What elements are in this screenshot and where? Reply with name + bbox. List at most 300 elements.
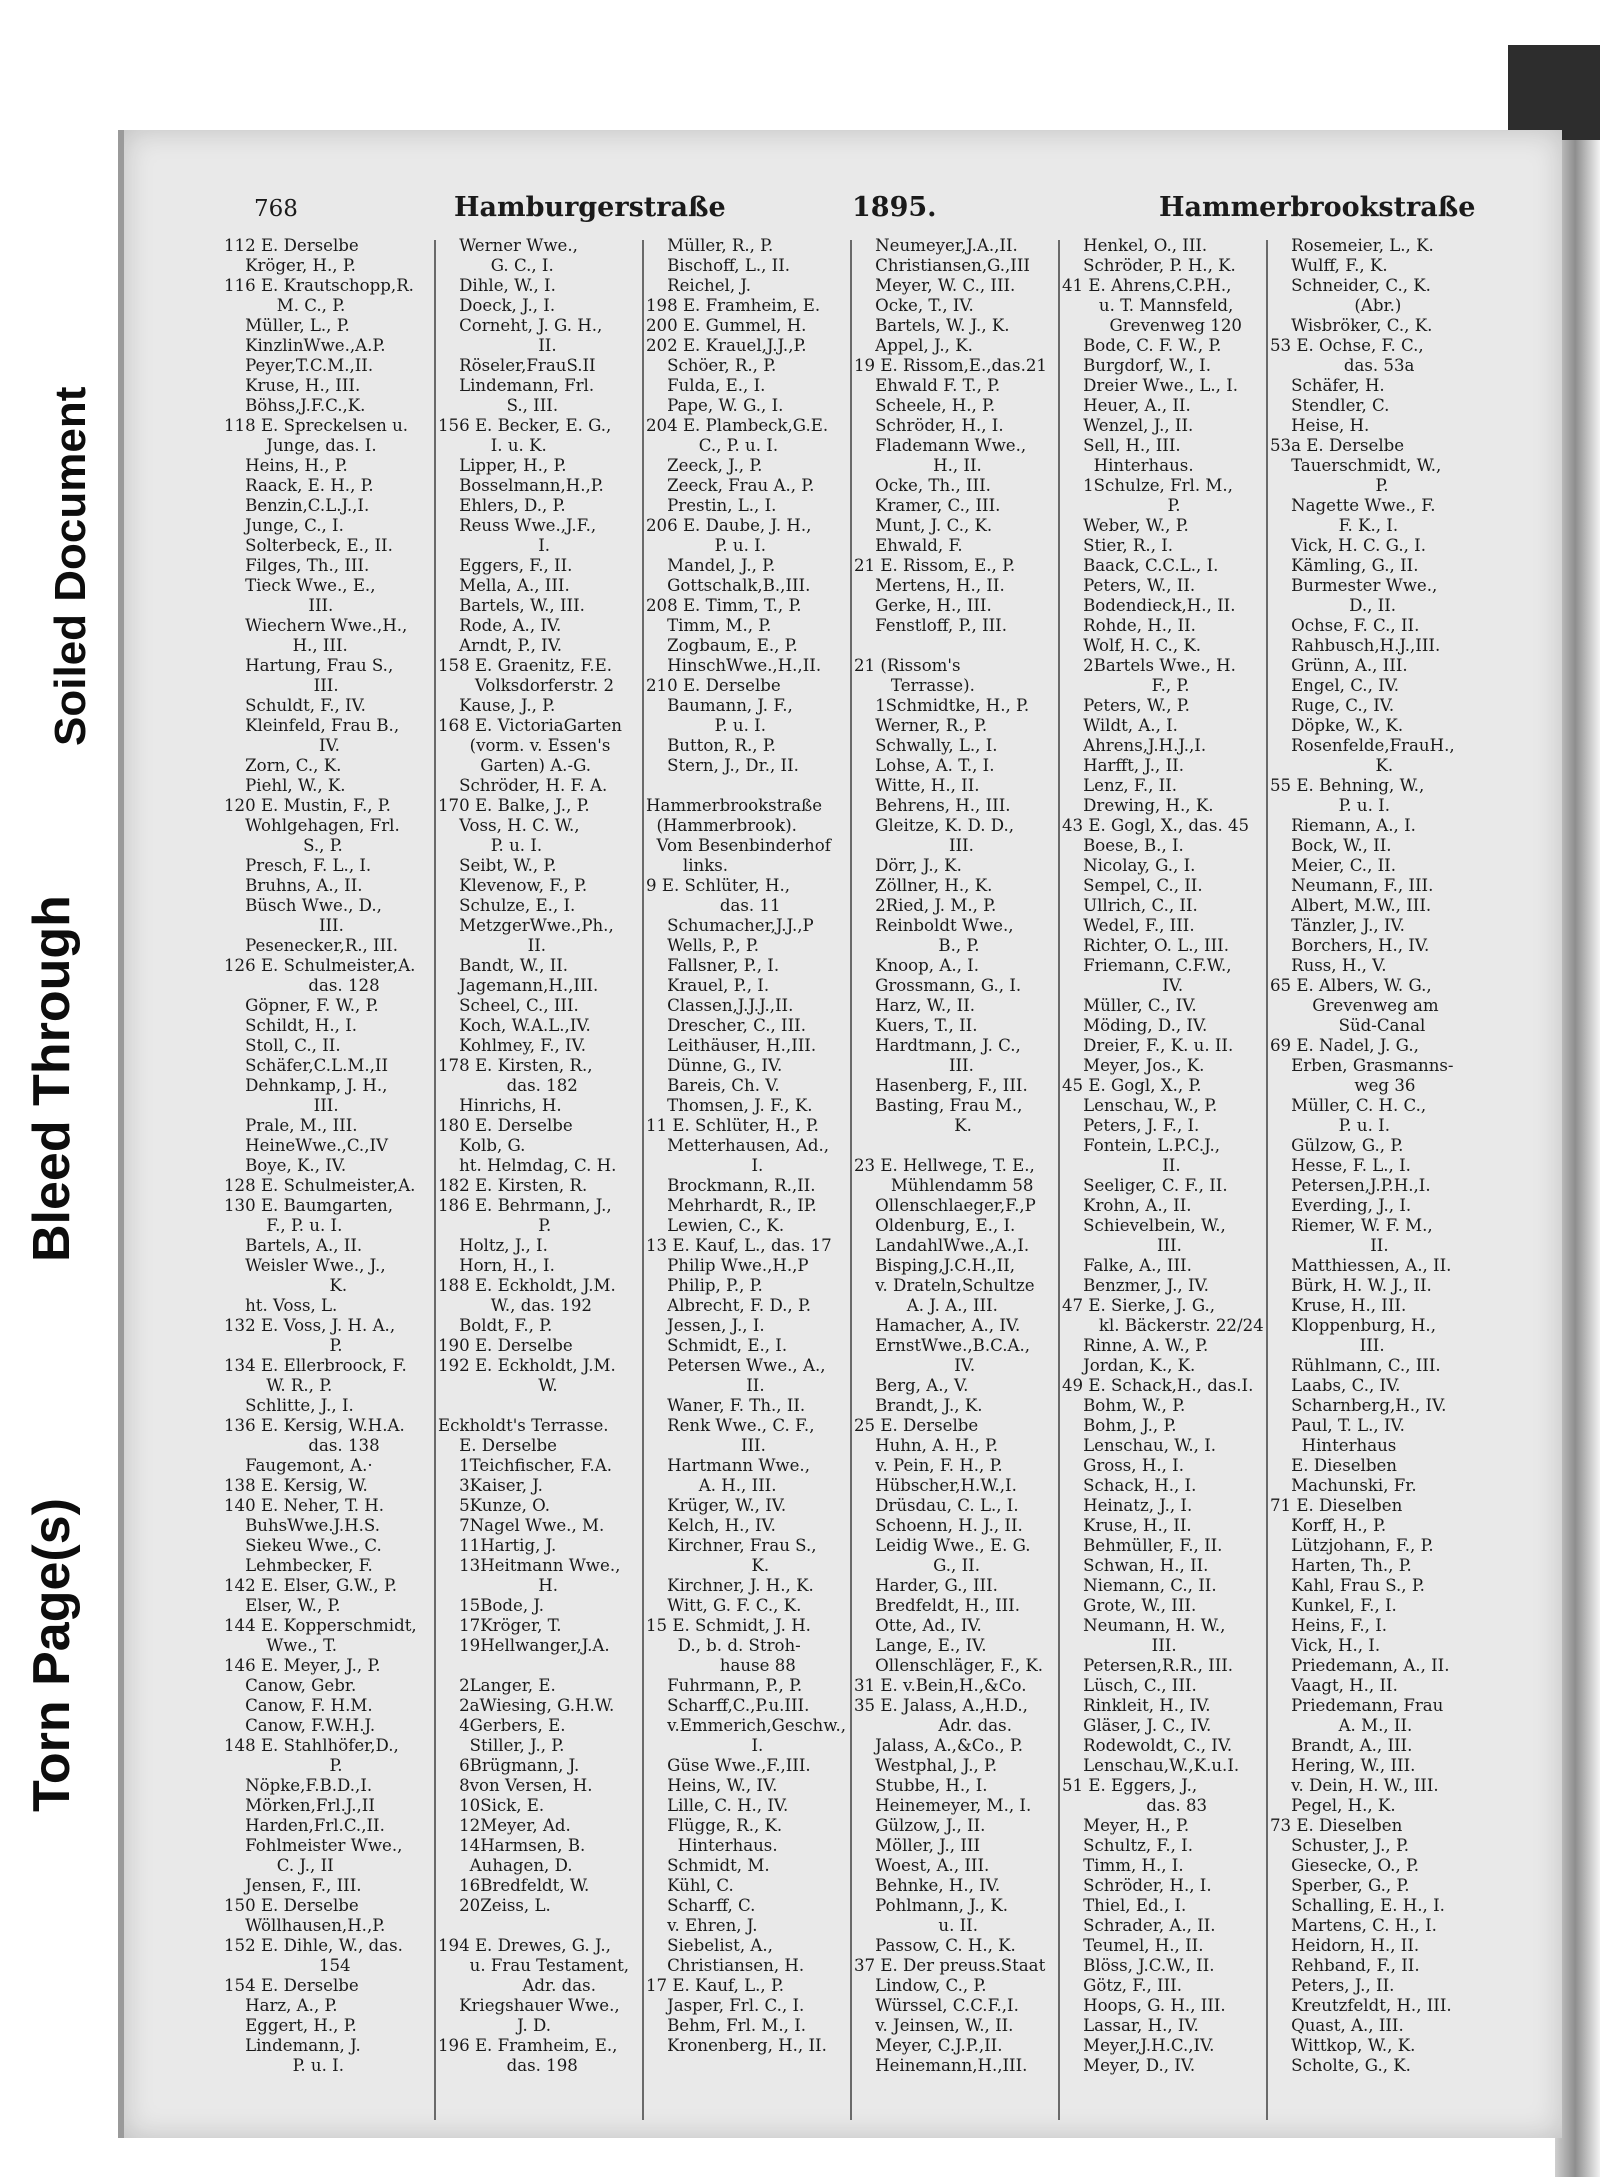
directory-entry-line: Behm, Frl. M., I. — [646, 2016, 807, 2035]
directory-entry-line: P. — [1062, 496, 1181, 515]
directory-entry-line: Rinne, A. W., P. — [1062, 1336, 1209, 1355]
directory-entry-line: Grünn, A., III. — [1270, 656, 1408, 675]
directory-entry-line: BuhsWwe.J.H.S. — [224, 1516, 380, 1535]
directory-entry-line: Petersen,J.P.H.,I. — [1270, 1176, 1431, 1195]
directory-entry-line: Jasper, Frl. C., I. — [646, 1996, 805, 2015]
directory-entry-line: 31 E. v.Bein,H.,&Co. — [854, 1676, 1027, 1695]
directory-entry-line: Borchers, H., IV. — [1270, 936, 1430, 955]
directory-entry-line: Bischoff, L., II. — [646, 256, 791, 275]
directory-entry-line: das. 182 — [438, 1076, 578, 1095]
directory-entry-line: Schwan, H., II. — [1062, 1556, 1209, 1575]
directory-entry-line: das. 11 — [646, 896, 781, 915]
directory-entry-line: Schrader, A., II. — [1062, 1916, 1216, 1935]
directory-entry-line: II. — [1270, 1236, 1389, 1255]
directory-entry-line: Munt, J. C., K. — [854, 516, 993, 535]
directory-entry-line: Timm, H., I. — [1062, 1856, 1184, 1875]
directory-entry-line: LandahlWwe.,A.,I. — [854, 1236, 1030, 1255]
directory-entry-line: Schumacher,J.J.,P — [646, 916, 814, 935]
directory-entry-line: das. 138 — [224, 1436, 380, 1455]
directory-entry-line: Bosselmann,H.,P. — [438, 476, 604, 495]
directory-entry-line: Meyer, H., P. — [1062, 1816, 1190, 1835]
directory-entry-line: 130 E. Baumgarten, — [224, 1196, 394, 1215]
directory-entry-line: Nöpke,F.B.D.,I. — [224, 1776, 373, 1795]
directory-entry-line: Grossmann, G., I. — [854, 976, 1022, 995]
directory-entry-line: Fuhrmann, P., P. — [646, 1676, 803, 1695]
directory-entry-line: Boldt, F., P. — [438, 1316, 553, 1335]
directory-entry-line: 20Zeiss, L. — [438, 1896, 551, 1915]
directory-entry-line: P. — [438, 1216, 552, 1235]
directory-entry-line: Harder, G., III. — [854, 1576, 998, 1595]
directory-entry-line: Westphal, J., P. — [854, 1756, 998, 1775]
directory-entry-line: III. — [1270, 1336, 1385, 1355]
directory-entry-line: Scharnberg,H., IV. — [1270, 1396, 1447, 1415]
directory-entry-line: (Hammerbrook). — [646, 816, 797, 835]
directory-entry-line: Lange, E., IV. — [854, 1636, 987, 1655]
directory-entry-line: Heins, W., IV. — [646, 1776, 778, 1795]
directory-entry-line: 35 E. Jalass, A.,H.D., — [854, 1696, 1028, 1715]
directory-entry-line: F., P. — [1062, 676, 1190, 695]
column-3 — [646, 236, 853, 2116]
directory-entry-line: Gottschalk,B.,III. — [646, 576, 811, 595]
directory-entry-line: Dihle, W., I. — [438, 276, 556, 295]
directory-entry-line: ht. Voss, L. — [224, 1296, 338, 1315]
directory-entry-line: Bruhns, A., II. — [224, 876, 363, 895]
directory-entry-line: E. Derselbe — [438, 1436, 557, 1455]
directory-entry-line: G., II. — [854, 1556, 980, 1575]
directory-entry-line: Kämling, G., II. — [1270, 556, 1419, 575]
directory-entry-line: das. 83 — [1062, 1796, 1208, 1815]
directory-entry-line: Jalass, A.,&Co., P. — [854, 1736, 1024, 1755]
directory-entry-line: Peters, W., II. — [1062, 576, 1196, 595]
directory-entry-line: 134 E. Ellerbroock, F. — [224, 1356, 407, 1375]
directory-entry-line: Priedemann, Frau — [1270, 1696, 1444, 1715]
directory-entry-line: Corneht, J. G. H., — [438, 316, 603, 335]
directory-entry-line: Mandel, J., P. — [646, 556, 776, 575]
directory-entry-line: Korff, H., P. — [1270, 1516, 1387, 1535]
directory-entry-line: Schuster, J., P. — [1270, 1836, 1410, 1855]
directory-entry-line: 37 E. Der preuss.Staat — [854, 1956, 1046, 1975]
directory-entry-line: Volksdorferstr. 2 — [438, 676, 615, 695]
directory-entry-line: Ollenschläger, F., K. — [854, 1656, 1044, 1675]
directory-entry-line: Schröder, H., I. — [1062, 1876, 1212, 1895]
directory-entry-line: 4Gerbers, E. — [438, 1716, 566, 1735]
directory-entry-line: 190 E. Derselbe — [438, 1336, 573, 1355]
directory-entry-line: Meyer, D., IV. — [1062, 2056, 1196, 2075]
directory-entry-line: Brockmann, R.,II. — [646, 1176, 816, 1195]
directory-entry-line: Stoll, C., II. — [224, 1036, 341, 1055]
directory-entry-line: Götz, F., III. — [1062, 1976, 1182, 1995]
directory-entry-line: Harden,Frl.C.,II. — [224, 1816, 385, 1835]
directory-entry-line: Schäfer,C.L.M.,II — [224, 1056, 389, 1075]
page-number: 768 — [254, 196, 298, 222]
directory-entry-line: 202 E. Krauel,J.J.,P. — [646, 336, 807, 355]
directory-entry-line: Hamacher, A., IV. — [854, 1316, 1021, 1335]
directory-entry-line: Vick, H., I. — [1270, 1636, 1381, 1655]
directory-entry-line: 120 E. Mustin, F., P. — [224, 796, 391, 815]
directory-entry-line: Weisler Wwe., J., — [224, 1256, 386, 1275]
directory-entry-line: Böhss,J.F.C.,K. — [224, 396, 366, 415]
directory-entry-line: C. J., II — [224, 1856, 334, 1875]
directory-entry-line: P. u. I. — [1270, 796, 1390, 815]
directory-entry-line: Kreutzfeldt, H., III. — [1270, 1996, 1452, 2015]
directory-entry-line: Garten) A.-G. — [438, 756, 592, 775]
directory-entry-line: Nicolay, G., I. — [1062, 856, 1196, 875]
directory-entry-line: 116 E. Krautschopp,R. — [224, 276, 414, 295]
directory-entry-line: P. u. I. — [646, 716, 766, 735]
directory-entry-line: Wenzel, J., II. — [1062, 416, 1194, 435]
directory-entry-line: Seibt, W., P. — [438, 856, 557, 875]
directory-entry-line: 196 E. Framheim, E., — [438, 2036, 618, 2055]
column-rule — [434, 240, 436, 2120]
directory-entry-line: Kloppenburg, H., — [1270, 1316, 1436, 1335]
directory-entry-line: Neumann, F., III. — [1270, 876, 1434, 895]
directory-entry-line: III. — [224, 596, 334, 615]
directory-entry-line: IV. — [854, 1356, 976, 1375]
directory-entry-line: Schildt, H., I. — [224, 1016, 358, 1035]
directory-entry-line: Kolb, G. — [438, 1136, 526, 1155]
directory-entry-line: Huhn, A. H., P. — [854, 1436, 999, 1455]
directory-entry-line: Ehwald F. T., P. — [854, 376, 1001, 395]
directory-entry-line: P. u. I. — [438, 836, 543, 855]
directory-entry-line: Heinemeyer, M., I. — [854, 1796, 1032, 1815]
directory-entry-line: 118 E. Spreckelsen u. — [224, 416, 409, 435]
directory-entry-line: Martens, C. H., I. — [1270, 1916, 1437, 1935]
directory-entry-line: Bürk, H. W. J., II. — [1270, 1276, 1432, 1295]
directory-entry-line: (Abr.) — [1270, 296, 1402, 315]
directory-entry-line: Gülzow, G., P. — [1270, 1136, 1404, 1155]
directory-entry-line: Bartels, A., II. — [224, 1236, 363, 1255]
directory-entry-line: Kühl, C. — [646, 1876, 734, 1895]
directory-entry-line: Flademann Wwe., — [854, 436, 1027, 455]
directory-entry-line: A. H., III. — [646, 1476, 777, 1495]
column-rule — [1058, 240, 1060, 2120]
directory-entry-line: Neumann, H. W., — [1062, 1616, 1226, 1635]
directory-entry-line: Stendler, C. — [1270, 396, 1390, 415]
directory-entry-line: v.Emmerich,Geschw., — [646, 1716, 847, 1735]
directory-entry-line: S., P. — [224, 836, 343, 855]
directory-entry-line: 73 E. Dieselben — [1270, 1816, 1403, 1835]
directory-entry-line: Petersen Wwe., A., — [646, 1356, 826, 1375]
directory-entry-line: Schulze, E., I. — [438, 896, 576, 915]
directory-entry-line: 144 E. Kopperschmidt, — [224, 1616, 417, 1635]
directory-entry-line: Reinboldt Wwe., — [854, 916, 1014, 935]
directory-entry-line: 11 E. Schlüter, H., P. — [646, 1116, 819, 1135]
directory-entry-line: I. — [646, 1156, 764, 1175]
directory-entry-line: II. — [1062, 1156, 1181, 1175]
directory-entry-line: Rode, A., IV. — [438, 616, 562, 635]
directory-entry-line: Heins, H., P. — [224, 456, 348, 475]
directory-entry-line: Petersen,R.R., III. — [1062, 1656, 1234, 1675]
directory-entry-line: Bredfeldt, H., III. — [854, 1596, 1021, 1615]
directory-entry-line: Stern, J., Dr., II. — [646, 756, 799, 775]
directory-entry-line: Gerke, H., III. — [854, 596, 992, 615]
directory-entry-line: Gülzow, J., II. — [854, 1816, 986, 1835]
directory-entry-line: ErnstWwe.,B.C.A., — [854, 1336, 1031, 1355]
directory-entry-line: Kunkel, F., I. — [1270, 1596, 1397, 1615]
directory-entry-line: (vorm. v. Essen's — [438, 736, 611, 755]
directory-entry-line: Fallsner, P., I. — [646, 956, 780, 975]
directory-entry-line: 194 E. Drewes, G. J., — [438, 1936, 611, 1955]
directory-entry-line: Leithäuser, H.,III. — [646, 1036, 817, 1055]
directory-entry-line: Mörken,Frl.J.,II — [224, 1796, 375, 1815]
directory-entry-line: Pohlmann, J., K. — [854, 1896, 1008, 1915]
directory-entry-line: Scharff, C. — [646, 1896, 756, 1915]
directory-entry-line: Giesecke, O., P. — [1270, 1856, 1420, 1875]
directory-entry-line: Kriegshauer Wwe., — [438, 1996, 620, 2015]
directory-entry-line: Gross, H., I. — [1062, 1456, 1184, 1475]
directory-entry-line: Vom Besenbinderhof — [646, 836, 831, 855]
directory-entry-line: Schmidt, E., I. — [646, 1336, 788, 1355]
directory-entry-line: Neumeyer,J.A.,II. — [854, 236, 1018, 255]
directory-entry-line: Bisping,J.C.H.,II, — [854, 1256, 1016, 1275]
directory-entry-line — [646, 776, 853, 796]
directory-entry-line: P. — [1270, 476, 1389, 495]
directory-entry-line: Jordan, K., K. — [1062, 1356, 1196, 1375]
directory-entry-line: Harfft, J., II. — [1062, 756, 1184, 775]
directory-entry-line: u. T. Mannsfeld, — [1062, 296, 1234, 315]
directory-entry-line: 14Harmsen, B. — [438, 1836, 586, 1855]
directory-entry-line: Kahl, Frau S., P. — [1270, 1576, 1425, 1595]
directory-entry-line: Reuss Wwe.,J.F., — [438, 516, 597, 535]
directory-entry-line: Hinterhaus. — [1062, 456, 1194, 475]
directory-entry-line: Richter, O. L., III. — [1062, 936, 1229, 955]
directory-entry-line: Schultz, F., I. — [1062, 1836, 1193, 1855]
directory-entry-line: HinschWwe.,H.,II. — [646, 656, 822, 675]
directory-entry-line: Wulff, F., K. — [1270, 256, 1388, 275]
directory-entry-line — [854, 636, 1061, 656]
directory-entry-line: 6Brügmann, J. — [438, 1756, 580, 1775]
directory-entry-line: M. C., P. — [224, 296, 346, 315]
directory-entry-line: Schmidt, M. — [646, 1856, 770, 1875]
column-rule — [850, 240, 852, 2120]
directory-entry-line: Metterhausen, Ad., — [646, 1136, 829, 1155]
directory-entry-line: Wedel, F., III. — [1062, 916, 1195, 935]
directory-entry-line: III. — [224, 676, 339, 695]
directory-entry-line: Zöllner, H., K. — [854, 876, 993, 895]
directory-entry-line: Peters, W., P. — [1062, 696, 1190, 715]
directory-entry-line: 23 E. Hellwege, T. E., — [854, 1156, 1035, 1175]
directory-entry-line: Wells, P., P. — [646, 936, 760, 955]
directory-entry-line: Meyer, Jos., K. — [1062, 1056, 1205, 1075]
directory-entry-line: v. Ehren, J. — [646, 1916, 758, 1935]
directory-entry-line: Meier, C., II. — [1270, 856, 1397, 875]
directory-entry-line: 45 E. Gogl, X., P. — [1062, 1076, 1202, 1095]
directory-entry-line: Christiansen,G.,III — [854, 256, 1030, 275]
directory-entry-line: Ullrich, C., II. — [1062, 896, 1198, 915]
directory-entry-line: Appel, J., K. — [854, 336, 973, 355]
directory-entry-line: Weber, W., P. — [1062, 516, 1189, 535]
directory-entry-line: Bandt, W., II. — [438, 956, 569, 975]
directory-entry-line: K. — [1270, 756, 1394, 775]
directory-entry-line: Schack, H., I. — [1062, 1476, 1197, 1495]
directory-entry-line: II. — [438, 936, 547, 955]
directory-entry-line: Würssel, C.C.F.,I. — [854, 1996, 1019, 2015]
directory-entry-line: 150 E. Derselbe — [224, 1896, 359, 1915]
directory-entry-line: Lohse, A. T., I. — [854, 756, 995, 775]
directory-entry-line: Nagette Wwe., F. — [1270, 496, 1436, 515]
directory-entry-line: Rinkleit, H., IV. — [1062, 1696, 1211, 1715]
directory-entry-line: 5Kunze, O. — [438, 1496, 551, 1515]
directory-entry-line: 192 E. Eckholdt, J.M. — [438, 1356, 616, 1375]
directory-entry-line: Knoop, A., I. — [854, 956, 979, 975]
directory-entry-line: 15Bode, J. — [438, 1596, 545, 1615]
directory-entry-line: Renk Wwe., C. F., — [646, 1416, 815, 1435]
directory-entry-line: weg 36 — [1270, 1076, 1416, 1095]
directory-entry-line: Paul, T. L., IV. — [1270, 1416, 1405, 1435]
directory-entry-line: Classen,J.J.J.,II. — [646, 996, 794, 1015]
directory-entry-line: Hübscher,H.W.,I. — [854, 1476, 1017, 1495]
directory-entry-line: Lützjohann, F., P. — [1270, 1536, 1434, 1555]
directory-entry-line: 158 E. Graenitz, F.E. — [438, 656, 613, 675]
directory-entry-line: u. II. — [854, 1916, 979, 1935]
directory-entry-line: Matthiessen, A., II. — [1270, 1256, 1452, 1275]
directory-entry-line — [438, 1656, 645, 1676]
year: 1895. — [852, 192, 937, 223]
directory-entry-line: Otte, Ad., IV. — [854, 1616, 982, 1635]
directory-entry-line: Erben, Grasmanns- — [1270, 1056, 1454, 1075]
directory-entry-line: IV. — [224, 736, 340, 755]
directory-entry-line: Heinemann,H.,III. — [854, 2056, 1028, 2075]
directory-entry-line: Basting, Frau M., — [854, 1096, 1023, 1115]
directory-entry-line: 41 E. Ahrens,C.P.H., — [1062, 276, 1232, 295]
directory-entry-line: Christiansen, H. — [646, 1956, 805, 1975]
directory-entry-line: Heise, H. — [1270, 416, 1370, 435]
directory-entry-line: 21 (Rissom's — [854, 656, 961, 675]
directory-entry-line: W. — [438, 1376, 558, 1395]
directory-entry-line: 168 E. VictoriaGarten — [438, 716, 622, 735]
directory-entry-line: Bartels, W., III. — [438, 596, 585, 615]
directory-entry-line: H. — [438, 1576, 558, 1595]
directory-entry-line: 128 E. Schulmeister,A. — [224, 1176, 416, 1195]
directory-entry-line: Raack, E. H., P. — [224, 476, 374, 495]
directory-entry-line: Philip Wwe.,H.,P — [646, 1256, 809, 1275]
directory-entry-line: Lindemann, J. — [224, 2036, 361, 2055]
directory-entry-line — [854, 1136, 1061, 1156]
directory-entry-line: Passow, C. H., K. — [854, 1936, 1016, 1955]
directory-entry-line: Rohde, H., II. — [1062, 616, 1196, 635]
directory-page — [118, 130, 1562, 2138]
directory-entry-line: 47 E. Sierke, J. G., — [1062, 1296, 1216, 1315]
directory-entry-line: Voss, H. C. W., — [438, 816, 580, 835]
directory-entry-line: 140 E. Neher, T. H. — [224, 1496, 385, 1515]
directory-entry-line: Kronenberg, H., II. — [646, 2036, 827, 2055]
directory-entry-line: Heuer, A., II. — [1062, 396, 1191, 415]
directory-entry-line: 204 E. Plambeck,G.E. — [646, 416, 829, 435]
directory-entry-line: 25 E. Derselbe — [854, 1416, 979, 1435]
directory-entry-line: Schlitte, J., I. — [224, 1396, 354, 1415]
directory-entry-line: Filges, Th., III. — [224, 556, 370, 575]
directory-entry-line: 8von Versen, H. — [438, 1776, 593, 1795]
directory-entry-line: Schröder, P. H., K. — [1062, 256, 1236, 275]
directory-entry-line: Kleinfeld, Frau B., — [224, 716, 400, 735]
directory-entry-line: 188 E. Eckholdt, J.M. — [438, 1276, 616, 1295]
directory-entry-line: 208 E. Timm, T., P. — [646, 596, 802, 615]
directory-entry-line: 178 E. Kirsten, R., — [438, 1056, 593, 1075]
directory-entry-line: Harz, A., P. — [224, 1996, 338, 2015]
directory-entry-line: 71 E. Dieselben — [1270, 1496, 1403, 1515]
directory-entry-line: Waner, F. Th., II. — [646, 1396, 806, 1415]
directory-entry-line: Benzmer, J., IV. — [1062, 1276, 1209, 1295]
directory-entry-line: Holtz, J., I. — [438, 1236, 548, 1255]
directory-entry-line: Rahbusch,H.J.,III. — [1270, 636, 1441, 655]
directory-entry-line: III. — [224, 1096, 339, 1115]
directory-entry-line: Dehnkamp, J. H., — [224, 1076, 388, 1095]
directory-entry-line: Meyer, W. C., III. — [854, 276, 1016, 295]
directory-entry-line: Schneider, C., K. — [1270, 276, 1431, 295]
directory-entry-line: Solterbeck, E., II. — [224, 536, 393, 555]
directory-entry-line: Hinterhaus. — [646, 1836, 778, 1855]
directory-entry-line: Reichel, J. — [646, 276, 752, 295]
directory-entry-line: Henkel, O., III. — [1062, 236, 1208, 255]
directory-entry-line: Philip, P., P. — [646, 1276, 763, 1295]
directory-entry-line: Kuers, T., II. — [854, 1016, 978, 1035]
directory-entry-line: Kramer, C., III. — [854, 496, 1001, 515]
directory-entry-line: Zogbaum, E., P. — [646, 636, 798, 655]
directory-entry-line: 180 E. Derselbe — [438, 1116, 573, 1135]
directory-entry-line: Grevenweg am — [1270, 996, 1439, 1015]
directory-entry-line: Canow, F.W.H.J. — [224, 1716, 376, 1735]
directory-entry-line: 142 E. Elser, G.W., P. — [224, 1576, 398, 1595]
directory-entry-line: Lehmbecker, F. — [224, 1556, 373, 1575]
directory-entry-line: Engel, C., IV. — [1270, 676, 1400, 695]
directory-entry-line: Stubbe, H., I. — [854, 1776, 988, 1795]
directory-entry-line: Krauel, P., I. — [646, 976, 770, 995]
directory-entry-line: Schievelbein, W., — [1062, 1216, 1226, 1235]
directory-entry-line: Ehlers, D., P. — [438, 496, 566, 515]
directory-entry-line: Behmüller, F., II. — [1062, 1536, 1223, 1555]
directory-entry-line: W., das. 192 — [438, 1296, 592, 1315]
directory-entry-line: Dörr, J., K. — [854, 856, 962, 875]
directory-entry-line: Eggert, H., P. — [224, 2016, 357, 2035]
directory-entry-line: 51 E. Eggers, J., — [1062, 1776, 1198, 1795]
directory-entry-line: Kelch, H., IV. — [646, 1516, 776, 1535]
directory-entry-line: Leidig Wwe., E. G. — [854, 1536, 1031, 1555]
directory-entry-line: 1Teichfischer, F.A. — [438, 1456, 613, 1475]
column-6 — [1270, 236, 1477, 2116]
directory-entry-line: Ahrens,J.H.J.,I. — [1062, 736, 1207, 755]
directory-entry-line: Hammerbrookstraße — [646, 796, 823, 815]
directory-entry-line: das. 53a — [1270, 356, 1415, 375]
directory-entry-line: Meyer, C.J.P.,II. — [854, 2036, 1003, 2055]
directory-entry-line: Everding, J., I. — [1270, 1196, 1412, 1215]
directory-entry-line: Terrasse). — [854, 676, 975, 695]
directory-entry-line: v. Jeinsen, W., II. — [854, 2016, 1014, 2035]
directory-entry-line: Hoops, G. H., III. — [1062, 1996, 1226, 2015]
directory-entry-line: III. — [1062, 1636, 1177, 1655]
directory-entry-line: G. C., I. — [438, 256, 554, 275]
directory-entry-line: Laabs, C., IV. — [1270, 1376, 1401, 1395]
directory-entry-line: Quast, A., III. — [1270, 2016, 1404, 2035]
directory-entry-line: v. Drateln,Schultze — [854, 1276, 1035, 1295]
directory-entry-line: Teumel, H., II. — [1062, 1936, 1204, 1955]
directory-entry-line: 9 E. Schlüter, H., — [646, 876, 791, 895]
directory-entry-line: Kruse, H., III. — [1270, 1296, 1407, 1315]
directory-entry-line: das. 198 — [438, 2056, 578, 2075]
directory-entry-line: Vick, H. C. G., I. — [1270, 536, 1426, 555]
directory-entry-line: Pegel, H., K. — [1270, 1796, 1396, 1815]
directory-entry-line: Brandt, A., III. — [1270, 1736, 1413, 1755]
directory-entry-line: Fohlmeister Wwe., — [224, 1836, 403, 1855]
directory-entry-line: Bock, W., II. — [1270, 836, 1392, 855]
directory-entry-line: Arndt, P., IV. — [438, 636, 563, 655]
directory-entry-line: 112 E. Derselbe — [224, 236, 359, 255]
directory-entry-line: Lüsch, C., III. — [1062, 1676, 1197, 1695]
directory-entry-line: Bodendieck,H., II. — [1062, 596, 1236, 615]
directory-entry-line: Friemann, C.F.W., — [1062, 956, 1232, 975]
directory-entry-line: Peters, J., II. — [1270, 1976, 1395, 1995]
directory-entry-line: Möller, J., III — [854, 1836, 981, 1855]
directory-entry-line: Sperber, G., P. — [1270, 1876, 1410, 1895]
